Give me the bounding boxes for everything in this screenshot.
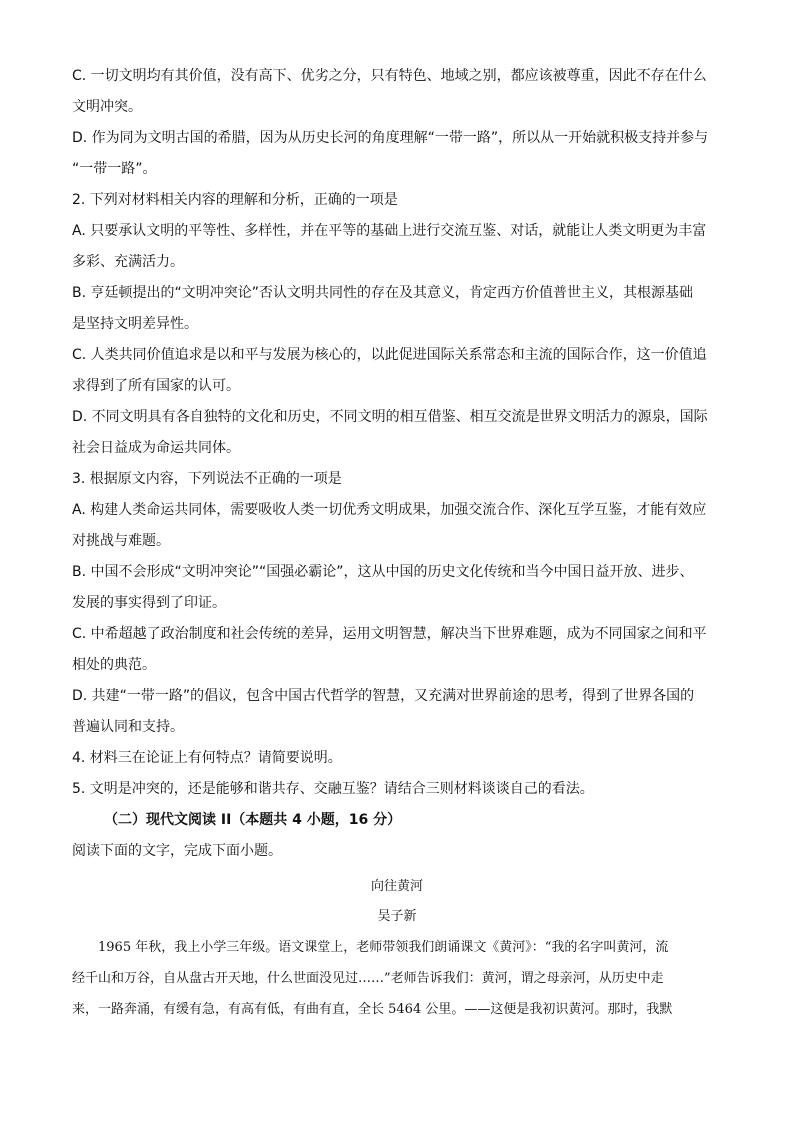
text-line: D. 共建“一带一路”的倡议，包含中国古代哲学的智慧，又充满对世界前途的思考，得到了世界各国的: [72, 688, 695, 704]
text-line: 5. 文明是冲突的，还是能够和谐共存、交融互鉴？请结合三则材料谈谈自己的看法。: [72, 781, 594, 797]
text-line: C. 中希超越了政治制度和社会传统的差异，运用文明智慧，解决当下世界难题，成为不同国家之间和平: [72, 626, 707, 642]
article-paragraph-line: 经千山和万谷，自从盘古开天地，什么世面没见过……”老师告诉我们：黄河，谓之母亲河，从历史中走: [72, 971, 664, 986]
text-line: 社会日益成为命运共同体。: [72, 440, 240, 456]
article-paragraph-line: 1965 年秋，我上小学三年级。语文课堂上，老师带领我们朗诵课文《黄河》：“我的名字叫黄河，流: [98, 940, 669, 955]
text-line: C. 人类共同价值追求是以和平与发展为核心的，以此促进国际关系常态和主流的国际合作，这一价值追: [72, 347, 707, 363]
text-line: D. 不同文明具有各自独特的文化和历史，不同文明的相互借鉴、相互交流是世界文明活力的源泉，国际: [72, 409, 708, 425]
text-line: 求得到了所有国家的认可。: [72, 378, 240, 394]
text-line: A. 构建人类命运共同体，需要吸收人类一切优秀文明成果，加强交流合作、深化互学互鉴，才能有效应: [72, 502, 707, 518]
article-paragraph-line: 来，一路奔涌，有缓有急，有高有低，有曲有直，全长 5464 公里。——这便是我初识黄河。那时，我默: [72, 1002, 673, 1017]
text-line: 2. 下列对材料相关内容的理解和分析，正确的一项是: [72, 192, 398, 208]
text-line: 3. 根据原文内容，下列说法不正确的一项是: [72, 471, 342, 487]
text-line: 发展的事实得到了印证。: [72, 595, 226, 611]
text-line: 是坚持文明差异性。: [72, 316, 198, 332]
text-line: B. 中国不会形成“文明冲突论”“国强必霸论”，这从中国的历史文化传统和当今中国日益开放、进步、: [72, 564, 694, 580]
text-line: “一带一路”。: [72, 161, 157, 177]
text-line: 相处的典范。: [72, 657, 156, 673]
text-line: 多彩、充满活力。: [72, 254, 184, 270]
text-line: A. 只要承认文明的平等性、多样性，并在平等的基础上进行交流互鉴、对话，就能让人类文明更为丰富: [72, 223, 707, 239]
text-line: D. 作为同为文明古国的希腊，因为从历史长河的角度理解“一带一路”，所以从一开始就积极支持并参与: [72, 130, 709, 146]
text-line: C. 一切文明均有其价值，没有高下、优劣之分，只有特色、地域之别，都应该被尊重，因此不存在什么: [72, 68, 707, 84]
text-line: 普遍认同和支持。: [72, 719, 184, 735]
article-title: 向往黄河: [370, 879, 423, 894]
instruction-text: 阅读下面的文字，完成下面小题。: [72, 843, 282, 859]
section-heading: （二）现代文阅读 II（本题共 4 小题，16 分）: [104, 812, 402, 828]
article-author: 吴子新: [377, 909, 417, 924]
text-line: 对挑战与难题。: [72, 533, 170, 549]
text-line: 4. 材料三在论证上有何特点？请简要说明。: [72, 750, 342, 766]
text-line: 文明冲突。: [72, 99, 142, 115]
text-line: B. 亨廷顿提出的“文明冲突论”否认文明共同性的存在及其意义，肯定西方价值普世主义，其根源基础: [72, 285, 694, 301]
